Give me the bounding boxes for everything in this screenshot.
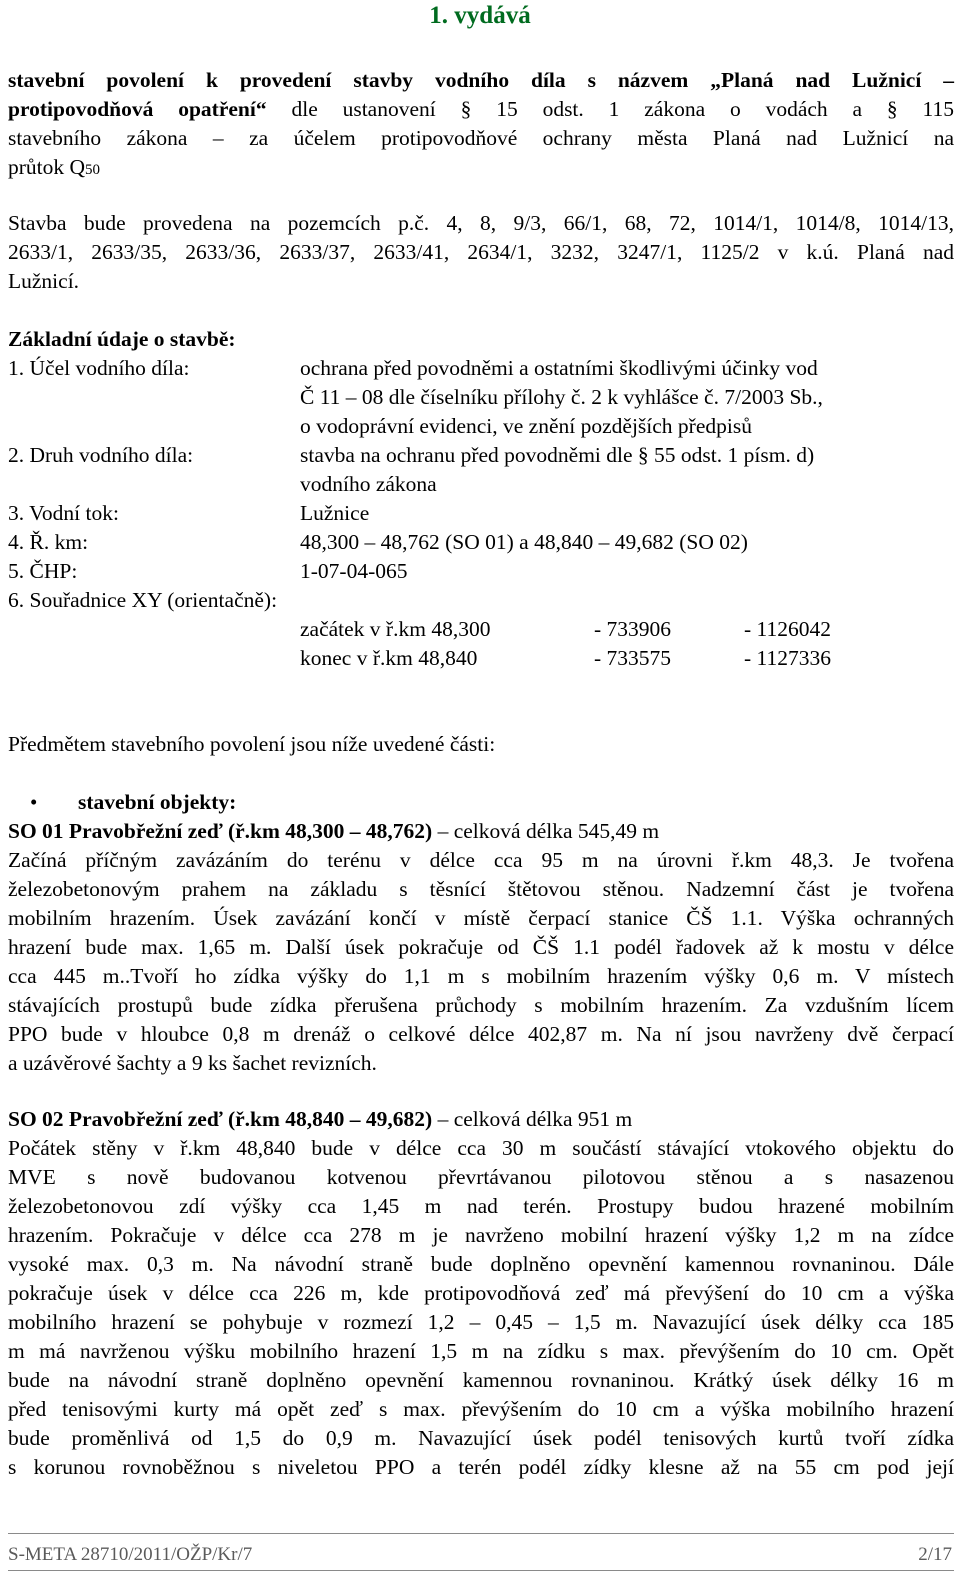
basics-value-1-line-1: ochrana před povodněmi a ostatními škodlivými účinky vod	[300, 356, 818, 380]
parcels-line-2: 2633/1, 2633/35, 2633/36, 2633/37, 2633/41, 2634/1, 3232, 3247/1, 1125/2 v k.ú. Planá nad	[8, 240, 954, 264]
coord-start-x: - 733906	[594, 617, 672, 641]
coord-start-y: - 1126042	[744, 617, 831, 641]
page-footer	[8, 1533, 954, 1571]
so02-text-line-12: s korunou rovnoběžnou s niveletou PPO a terén podél zídky klesne až na 55 cm pod její	[8, 1455, 954, 1479]
so02-text-line-1: Počátek stěny v ř.km 48,840 bude v délce cca 30 m součástí stávající vtokového objektu do	[8, 1136, 954, 1160]
page-heading: 1. vydává	[429, 2, 531, 29]
basics-label-5: 5. ČHP:	[8, 559, 78, 583]
basics-value-2-line-2: vodního zákona	[300, 472, 437, 496]
so01-text-line-4: hrazení bude max. 1,65 m. Další úsek pokračuje od ČŠ 1.1 podél řadovek až k mostu v délce	[8, 935, 954, 959]
basics-label-6: 6. Souřadnice XY (orientačně):	[8, 588, 278, 612]
intro-line-4	[8, 153, 954, 185]
so02-text-line-7: mobilního hrazení se pohybuje v rozmezí 1,2 – 0,45 – 1,5 m. Navazující úsek délky cca 185	[8, 1310, 954, 1334]
so02-text-line-2: MVE s nově budovanou kotvenou převrtávanou pilotovou stěnou a s nasazenou	[8, 1165, 954, 1189]
basics-value-2-line-1: stavba na ochranu před povodněmi dle § 55 odst. 1 písm. d)	[300, 443, 815, 467]
so02-length: – celková délka 951 m	[437, 1107, 633, 1131]
so01-text-line-1: Začíná příčným zavázáním do terénu v délce cca 95 m na úrovni ř.km 48,3. Je tvořena	[8, 848, 954, 872]
so02-heading	[8, 1105, 632, 1134]
basics-label-4: 4. Ř. km:	[8, 530, 89, 554]
so01-text-line-8: a uzávěrové šachty a 9 ks šachet revizních.	[8, 1051, 377, 1075]
so02-text-line-10: před tenisovými kurty má opět zeď s max. převýšením do 10 cm a výška mobilního hrazení	[8, 1397, 954, 1421]
so01-heading	[8, 817, 659, 846]
bullet-icon: •	[30, 790, 38, 814]
intro-line-1: stavební povolení k provedení stavby vodního díla s názvem „Planá nad Lužnicí –	[8, 68, 954, 92]
basics-value-1-line-3: o vodoprávní evidenci, ve znění pozdějších předpisů	[300, 414, 752, 438]
footer-reference: S-META 28710/2011/OŽP/Kr/7	[8, 1544, 253, 1565]
basics-title: Základní údaje o stavbě:	[8, 327, 236, 351]
intro-line-2	[8, 95, 954, 124]
so02-text-line-3: železobetonovou zdí výšky cca 1,45 m nad terén. Prostupy budou hrazené mobilním	[8, 1194, 954, 1218]
so01-text-line-5: cca 445 m..Tvoří ho zídka výšky do 1,1 m s mobilním hrazením výšky 0,6 m. V místech	[8, 964, 954, 988]
coord-end-x: - 733575	[594, 646, 672, 670]
so01-text-line-7: PPO bude v hloubce 0,8 m drenáž o celkové délce 402,87 m. Na ní jsou navrženy dvě čerpací	[8, 1022, 954, 1046]
so01-text-line-2: železobetonovým prahem na základu s těsnící štětovou stěnou. Nadzemní část je tvořena	[8, 877, 954, 901]
footer-page-number: 2/17	[918, 1544, 952, 1565]
so02-text-line-4: hrazením. Pokračuje v délce cca 278 m je navrženo mobilní hrazení výšky 1,2 m na zídce	[8, 1223, 954, 1247]
intro-line-3: stavebního zákona – za účelem protipovodňové ochrany města Planá nad Lužnicí na	[8, 126, 954, 150]
parcels-line-3: Lužnicí.	[8, 269, 80, 293]
so02-title: SO 02 Pravobřežní zeď (ř.km 48,840 – 49,682)	[8, 1107, 433, 1131]
coord-end-y: - 1127336	[744, 646, 831, 670]
basics-label-1: 1. Účel vodního díla:	[8, 356, 190, 380]
intro-legal-basis: dle ustanovení § 15 odst. 1 zákona o vodách a § 115	[266, 97, 954, 121]
basics-value-1-line-2: Č 11 – 08 dle číselníku přílohy č. 2 k vyhlášce č. 7/2003 Sb.,	[300, 385, 823, 409]
so02-text-line-5: vysoké max. 0,3 m. Na návodní straně bude doplněno opevnění kamennou rovnaninou. Dále	[8, 1252, 954, 1276]
so01-text-line-3: mobilním hrazením. Úsek zavázání končí v místě čerpací stanice ČŠ 1.1. Výška ochranných	[8, 906, 954, 930]
coord-start-label: začátek v ř.km 48,300	[300, 617, 491, 641]
subject-line: Předmětem stavebního povolení jsou níže uvedené části:	[8, 732, 496, 756]
objects-title: stavební objekty:	[78, 790, 237, 814]
basics-label-3: 3. Vodní tok:	[8, 501, 119, 525]
so02-text-line-8: m má navrženou výšku mobilního hrazení 1,5 m na zídku s max. převýšením do 10 cm. Opět	[8, 1339, 954, 1363]
basics-label-2: 2. Druh vodního díla:	[8, 443, 194, 467]
intro-flow-label: průtok Q	[8, 155, 86, 179]
so02-text-line-6: pokračuje úsek v délce cca 226 m, kde protipovodňová zeď má převýšení do 10 cm a výška	[8, 1281, 954, 1305]
so01-title: SO 01 Pravobřežní zeď (ř.km 48,300 – 48,762)	[8, 819, 433, 843]
parcels-line-1: Stavba bude provedena na pozemcích p.č. 4, 8, 9/3, 66/1, 68, 72, 1014/1, 1014/8, 1014/13,	[8, 211, 954, 235]
basics-value-3: Lužnice	[300, 501, 370, 525]
so02-text-line-9: bude na návodní straně doplněno opevnění kamennou rovnaninou. Krátký úsek délky 16 m	[8, 1368, 954, 1392]
so01-length: – celková délka 545,49 m	[437, 819, 660, 843]
coord-end-label: konec v ř.km 48,840	[300, 646, 478, 670]
basics-value-5: 1-07-04-065	[300, 559, 408, 583]
intro-flow-subscript: 50	[85, 162, 101, 178]
basics-value-4: 48,300 – 48,762 (SO 01) a 48,840 – 49,682 (SO 02)	[300, 530, 748, 554]
so02-text-line-11: bude proměnlivá od 1,5 do 0,9 m. Navazující úsek podél tenisových kurtů tvoří zídka	[8, 1426, 954, 1450]
so01-text-line-6: stávajících prostupů bude zídka přerušena průchody s mobilním hrazením. Za vzdušním lícem	[8, 993, 954, 1017]
intro-project-name: protipovodňová opatření“	[8, 97, 267, 121]
